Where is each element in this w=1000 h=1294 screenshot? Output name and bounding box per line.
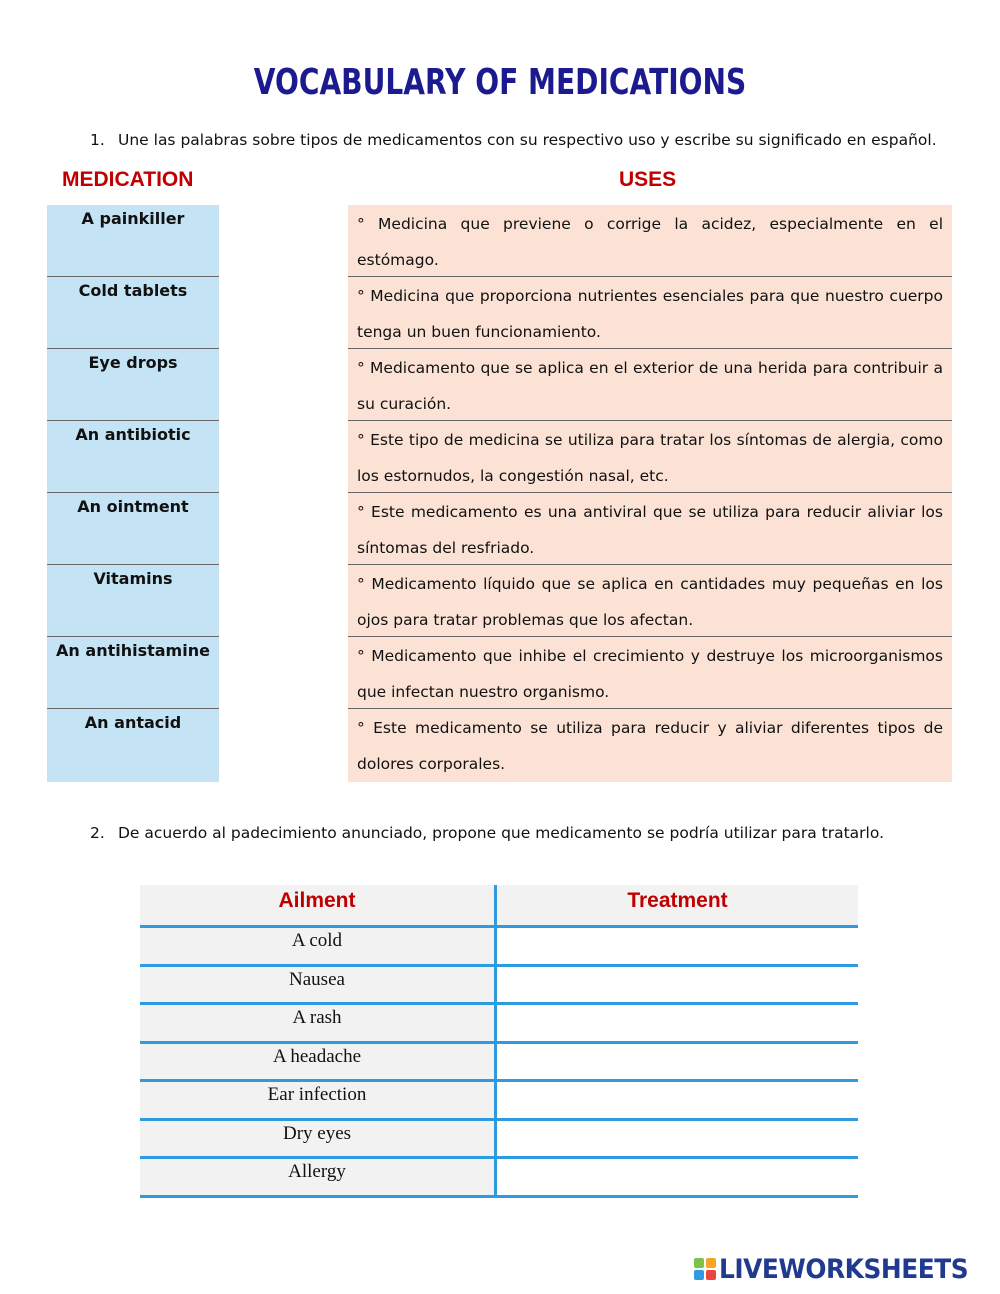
ailment-cell: A headache bbox=[140, 1044, 497, 1080]
use-item[interactable]: ° Medicamento que se aplica en el exterior de una herida para contribuir a su curación. bbox=[348, 349, 952, 421]
table-row bbox=[140, 1159, 858, 1198]
medication-item[interactable]: An ointment bbox=[47, 493, 219, 565]
medication-item[interactable]: An antacid bbox=[84, 713, 182, 732]
table-row bbox=[140, 1121, 858, 1160]
table-row bbox=[140, 1005, 858, 1044]
medication-item[interactable]: A painkiller bbox=[47, 205, 219, 277]
medication-item[interactable]: An antibiotic bbox=[47, 421, 219, 493]
treatment-header: Treatment bbox=[627, 889, 728, 912]
ailment-treatment-table bbox=[140, 885, 858, 1198]
ailment-cell: Ear infection bbox=[140, 1082, 497, 1118]
medication-item[interactable]: Cold tablets bbox=[47, 277, 219, 349]
table-row bbox=[140, 1082, 858, 1121]
ailment-cell: Allergy bbox=[140, 1159, 497, 1195]
use-item[interactable]: ° Medicina que previene o corrige la acidez, especialmente en el estómago. bbox=[348, 205, 952, 277]
uses-column bbox=[348, 205, 952, 782]
medication-header: MEDICATION bbox=[62, 168, 194, 191]
use-item[interactable]: ° Este tipo de medicina se utiliza para tratar los síntomas de alergia, como los estornudos, la congestión nasal, etc. bbox=[348, 421, 952, 493]
medication-column bbox=[47, 205, 219, 782]
brand-name: LIVEWORKSHEETS bbox=[719, 1254, 969, 1285]
medication-item[interactable]: Vitamins bbox=[47, 565, 219, 637]
use-item[interactable]: ° Este medicamento es una antiviral que se utiliza para reducir aliviar los síntomas del resfriado. bbox=[348, 493, 952, 565]
use-item[interactable]: ° Medicamento líquido que se aplica en cantidades muy pequeñas en los ojos para tratar problemas que los afectan. bbox=[348, 565, 952, 637]
treatment-input[interactable] bbox=[497, 1159, 858, 1195]
instruction-2-text: De acuerdo al padecimiento anunciado, propone que medicamento se podría utilizar para tratarlo. bbox=[118, 824, 884, 842]
instruction-1-number: 1. bbox=[90, 131, 105, 149]
treatment-input[interactable] bbox=[497, 1044, 858, 1080]
page-title: VOCABULARY OF MEDICATIONS bbox=[253, 62, 747, 103]
liveworksheets-icon bbox=[693, 1257, 717, 1281]
ailment-cell: Dry eyes bbox=[140, 1121, 497, 1157]
medication-item[interactable]: Eye drops bbox=[47, 349, 219, 421]
uses-header: USES bbox=[619, 168, 677, 191]
table-row bbox=[140, 967, 858, 1006]
instruction-2-number: 2. bbox=[90, 824, 105, 842]
table-row bbox=[140, 1044, 858, 1083]
instruction-1-text: Une las palabras sobre tipos de medicamentos con su respectivo uso y escribe su significado en español. bbox=[118, 131, 937, 149]
ailment-cell: A cold bbox=[140, 928, 497, 964]
liveworksheets-logo bbox=[693, 1254, 993, 1286]
use-item[interactable]: ° Este medicamento se utiliza para reducir y aliviar diferentes tipos de dolores corporales. bbox=[357, 719, 943, 773]
ailment-cell: Nausea bbox=[140, 967, 497, 1003]
table-row bbox=[140, 928, 858, 967]
treatment-input[interactable] bbox=[497, 1005, 858, 1041]
treatment-input[interactable] bbox=[497, 928, 858, 964]
use-item[interactable]: ° Medicamento que inhibe el crecimiento y destruye los microorganismos que infectan nuestro organismo. bbox=[348, 637, 952, 709]
treatment-input[interactable] bbox=[497, 1121, 858, 1157]
use-item[interactable]: ° Medicina que proporciona nutrientes esenciales para que nuestro cuerpo tenga un buen funcionamiento. bbox=[348, 277, 952, 349]
medication-item[interactable]: An antihistamine bbox=[47, 637, 219, 709]
table-header-row bbox=[140, 885, 858, 928]
ailment-header: Ailment bbox=[140, 885, 497, 925]
treatment-input[interactable] bbox=[497, 1082, 858, 1118]
ailment-cell: A rash bbox=[140, 1005, 497, 1041]
treatment-input[interactable] bbox=[497, 967, 858, 1003]
